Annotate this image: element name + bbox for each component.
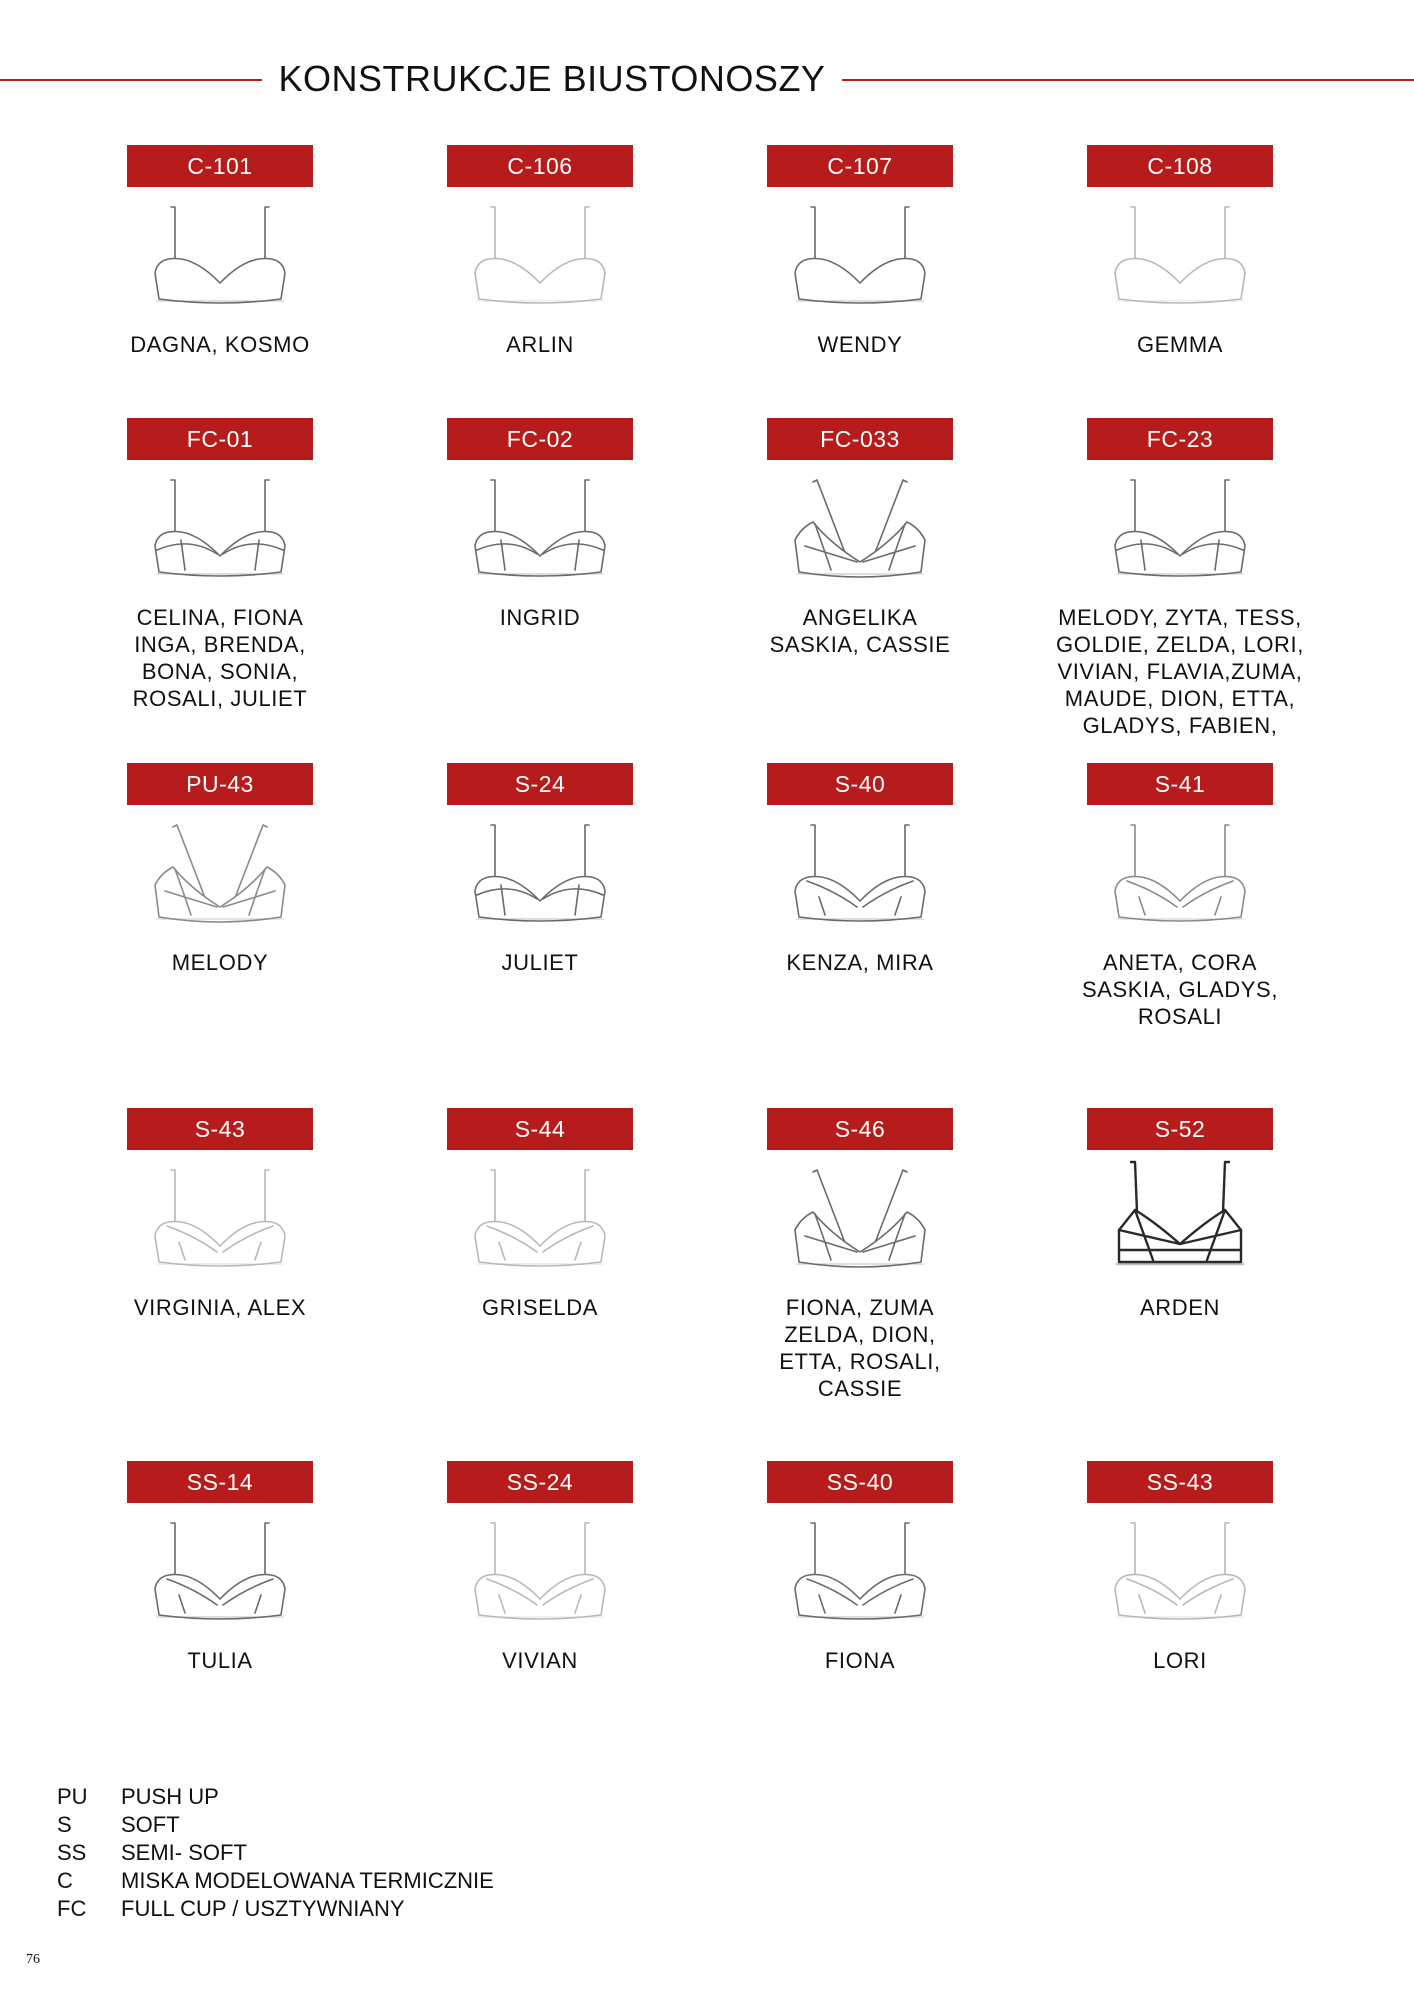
construction-item [380, 763, 700, 1108]
bra-sketch-icon [145, 807, 295, 937]
model-names: ANETA, CORA SASKIA, GLADYS, ROSALI [1081, 950, 1279, 1029]
construction-item [700, 145, 1020, 418]
construction-item [700, 1461, 1020, 1761]
legend-description: SOFT [121, 1812, 180, 1837]
construction-code-badge: C-106 [447, 145, 633, 187]
construction-code-badge: C-108 [1087, 145, 1273, 187]
model-names: KENZA, MIRA [786, 950, 934, 975]
legend-row [57, 1811, 494, 1839]
bra-sketch-icon [1105, 1505, 1255, 1635]
legend-row [57, 1839, 494, 1867]
legend-row [57, 1783, 494, 1811]
model-names: LORI [1153, 1648, 1207, 1673]
bra-sketch-icon [785, 189, 935, 319]
construction-code-badge: FC-01 [127, 418, 313, 460]
model-names: MELODY, ZYTA, TESS, GOLDIE, ZELDA, LORI, VIVIAN, FLAVIA,ZUMA, MAUDE, DION, ETTA, GLADYS, FABIEN, [1056, 605, 1304, 738]
model-names: WENDY [817, 332, 903, 357]
construction-code-badge: SS-40 [767, 1461, 953, 1503]
bra-sketch-icon [465, 807, 615, 937]
legend-abbreviation: C [57, 1868, 73, 1893]
construction-code-badge: S-24 [447, 763, 633, 805]
construction-code-badge: S-40 [767, 763, 953, 805]
construction-code-badge: FC-033 [767, 418, 953, 460]
construction-item [380, 1108, 700, 1461]
construction-item [380, 1461, 700, 1761]
construction-code-badge: C-101 [127, 145, 313, 187]
model-names: TULIA [187, 1648, 253, 1673]
construction-code-badge: S-41 [1087, 763, 1273, 805]
model-names: INGRID [499, 605, 581, 630]
construction-code-badge: PU-43 [127, 763, 313, 805]
legend-abbreviation: SS [57, 1840, 87, 1865]
bra-sketch-icon [785, 1505, 935, 1635]
bra-sketch-icon [1105, 1152, 1255, 1282]
construction-item [60, 763, 380, 1108]
construction-item [1020, 418, 1340, 763]
construction-item [60, 145, 380, 418]
construction-item [700, 1108, 1020, 1461]
bra-sketch-icon [785, 1152, 935, 1282]
bra-sketch-icon [785, 462, 935, 592]
bra-sketch-icon [465, 1152, 615, 1282]
bra-sketch-icon [145, 1152, 295, 1282]
title-rule-right [842, 79, 1414, 81]
bra-sketch-icon [465, 189, 615, 319]
construction-item [60, 418, 380, 763]
construction-code-badge: SS-43 [1087, 1461, 1273, 1503]
construction-item [1020, 1461, 1340, 1761]
legend-description: FULL CUP / USZTYWNIANY [121, 1896, 405, 1921]
construction-item [700, 418, 1020, 763]
construction-item [380, 145, 700, 418]
legend-description: SEMI- SOFT [121, 1840, 247, 1865]
bra-sketch-icon [465, 1505, 615, 1635]
model-names: VIRGINIA, ALEX [133, 1295, 307, 1320]
legend-abbreviation: PU [57, 1784, 88, 1809]
model-names: FIONA, ZUMA ZELDA, DION, ETTA, ROSALI, CASSIE [779, 1295, 941, 1401]
construction-item [380, 418, 700, 763]
construction-item [1020, 145, 1340, 418]
model-names: VIVIAN [502, 1648, 578, 1673]
bra-sketch-icon [1105, 807, 1255, 937]
legend-row [57, 1867, 494, 1895]
bra-sketch-icon [145, 462, 295, 592]
page-title: KONSTRUKCJE BIUSTONOSZY [278, 58, 826, 99]
construction-code-badge: S-43 [127, 1108, 313, 1150]
construction-code-badge: FC-23 [1087, 418, 1273, 460]
construction-item [700, 763, 1020, 1108]
bra-sketch-icon [465, 462, 615, 592]
model-names: ANGELIKA SASKIA, CASSIE [769, 605, 951, 657]
construction-code-badge: S-52 [1087, 1108, 1273, 1150]
page-number: 76 [26, 1952, 40, 1967]
construction-code-badge: FC-02 [447, 418, 633, 460]
model-names: GRISELDA [481, 1295, 599, 1320]
construction-code-badge: S-44 [447, 1108, 633, 1150]
construction-code-badge: SS-24 [447, 1461, 633, 1503]
construction-grid [60, 145, 1340, 1761]
legend-row [57, 1895, 494, 1923]
construction-item [60, 1108, 380, 1461]
bra-sketch-icon [1105, 189, 1255, 319]
model-names: FIONA [824, 1648, 896, 1673]
model-names: GEMMA [1136, 332, 1224, 357]
model-names: ARLIN [506, 332, 574, 357]
title-rule-left [0, 79, 262, 81]
bra-sketch-icon [145, 1505, 295, 1635]
model-names: ARDEN [1139, 1295, 1220, 1320]
legend-abbreviation: S [57, 1812, 72, 1837]
model-names: CELINA, FIONA INGA, BRENDA, BONA, SONIA, ROSALI, JULIET [132, 605, 308, 711]
bra-sketch-icon [1105, 462, 1255, 592]
abbreviation-legend [57, 1783, 494, 1923]
legend-description: PUSH UP [121, 1784, 219, 1809]
bra-sketch-icon [145, 189, 295, 319]
construction-item [1020, 1108, 1340, 1461]
construction-code-badge: SS-14 [127, 1461, 313, 1503]
construction-code-badge: S-46 [767, 1108, 953, 1150]
legend-abbreviation: FC [57, 1896, 87, 1921]
legend-description: MISKA MODELOWANA TERMICZNIE [121, 1868, 494, 1893]
model-names: MELODY [171, 950, 269, 975]
construction-item [60, 1461, 380, 1761]
construction-code-badge: C-107 [767, 145, 953, 187]
construction-item [1020, 763, 1340, 1108]
bra-sketch-icon [785, 807, 935, 937]
model-names: DAGNA, KOSMO [130, 332, 310, 357]
model-names: JULIET [501, 950, 579, 975]
